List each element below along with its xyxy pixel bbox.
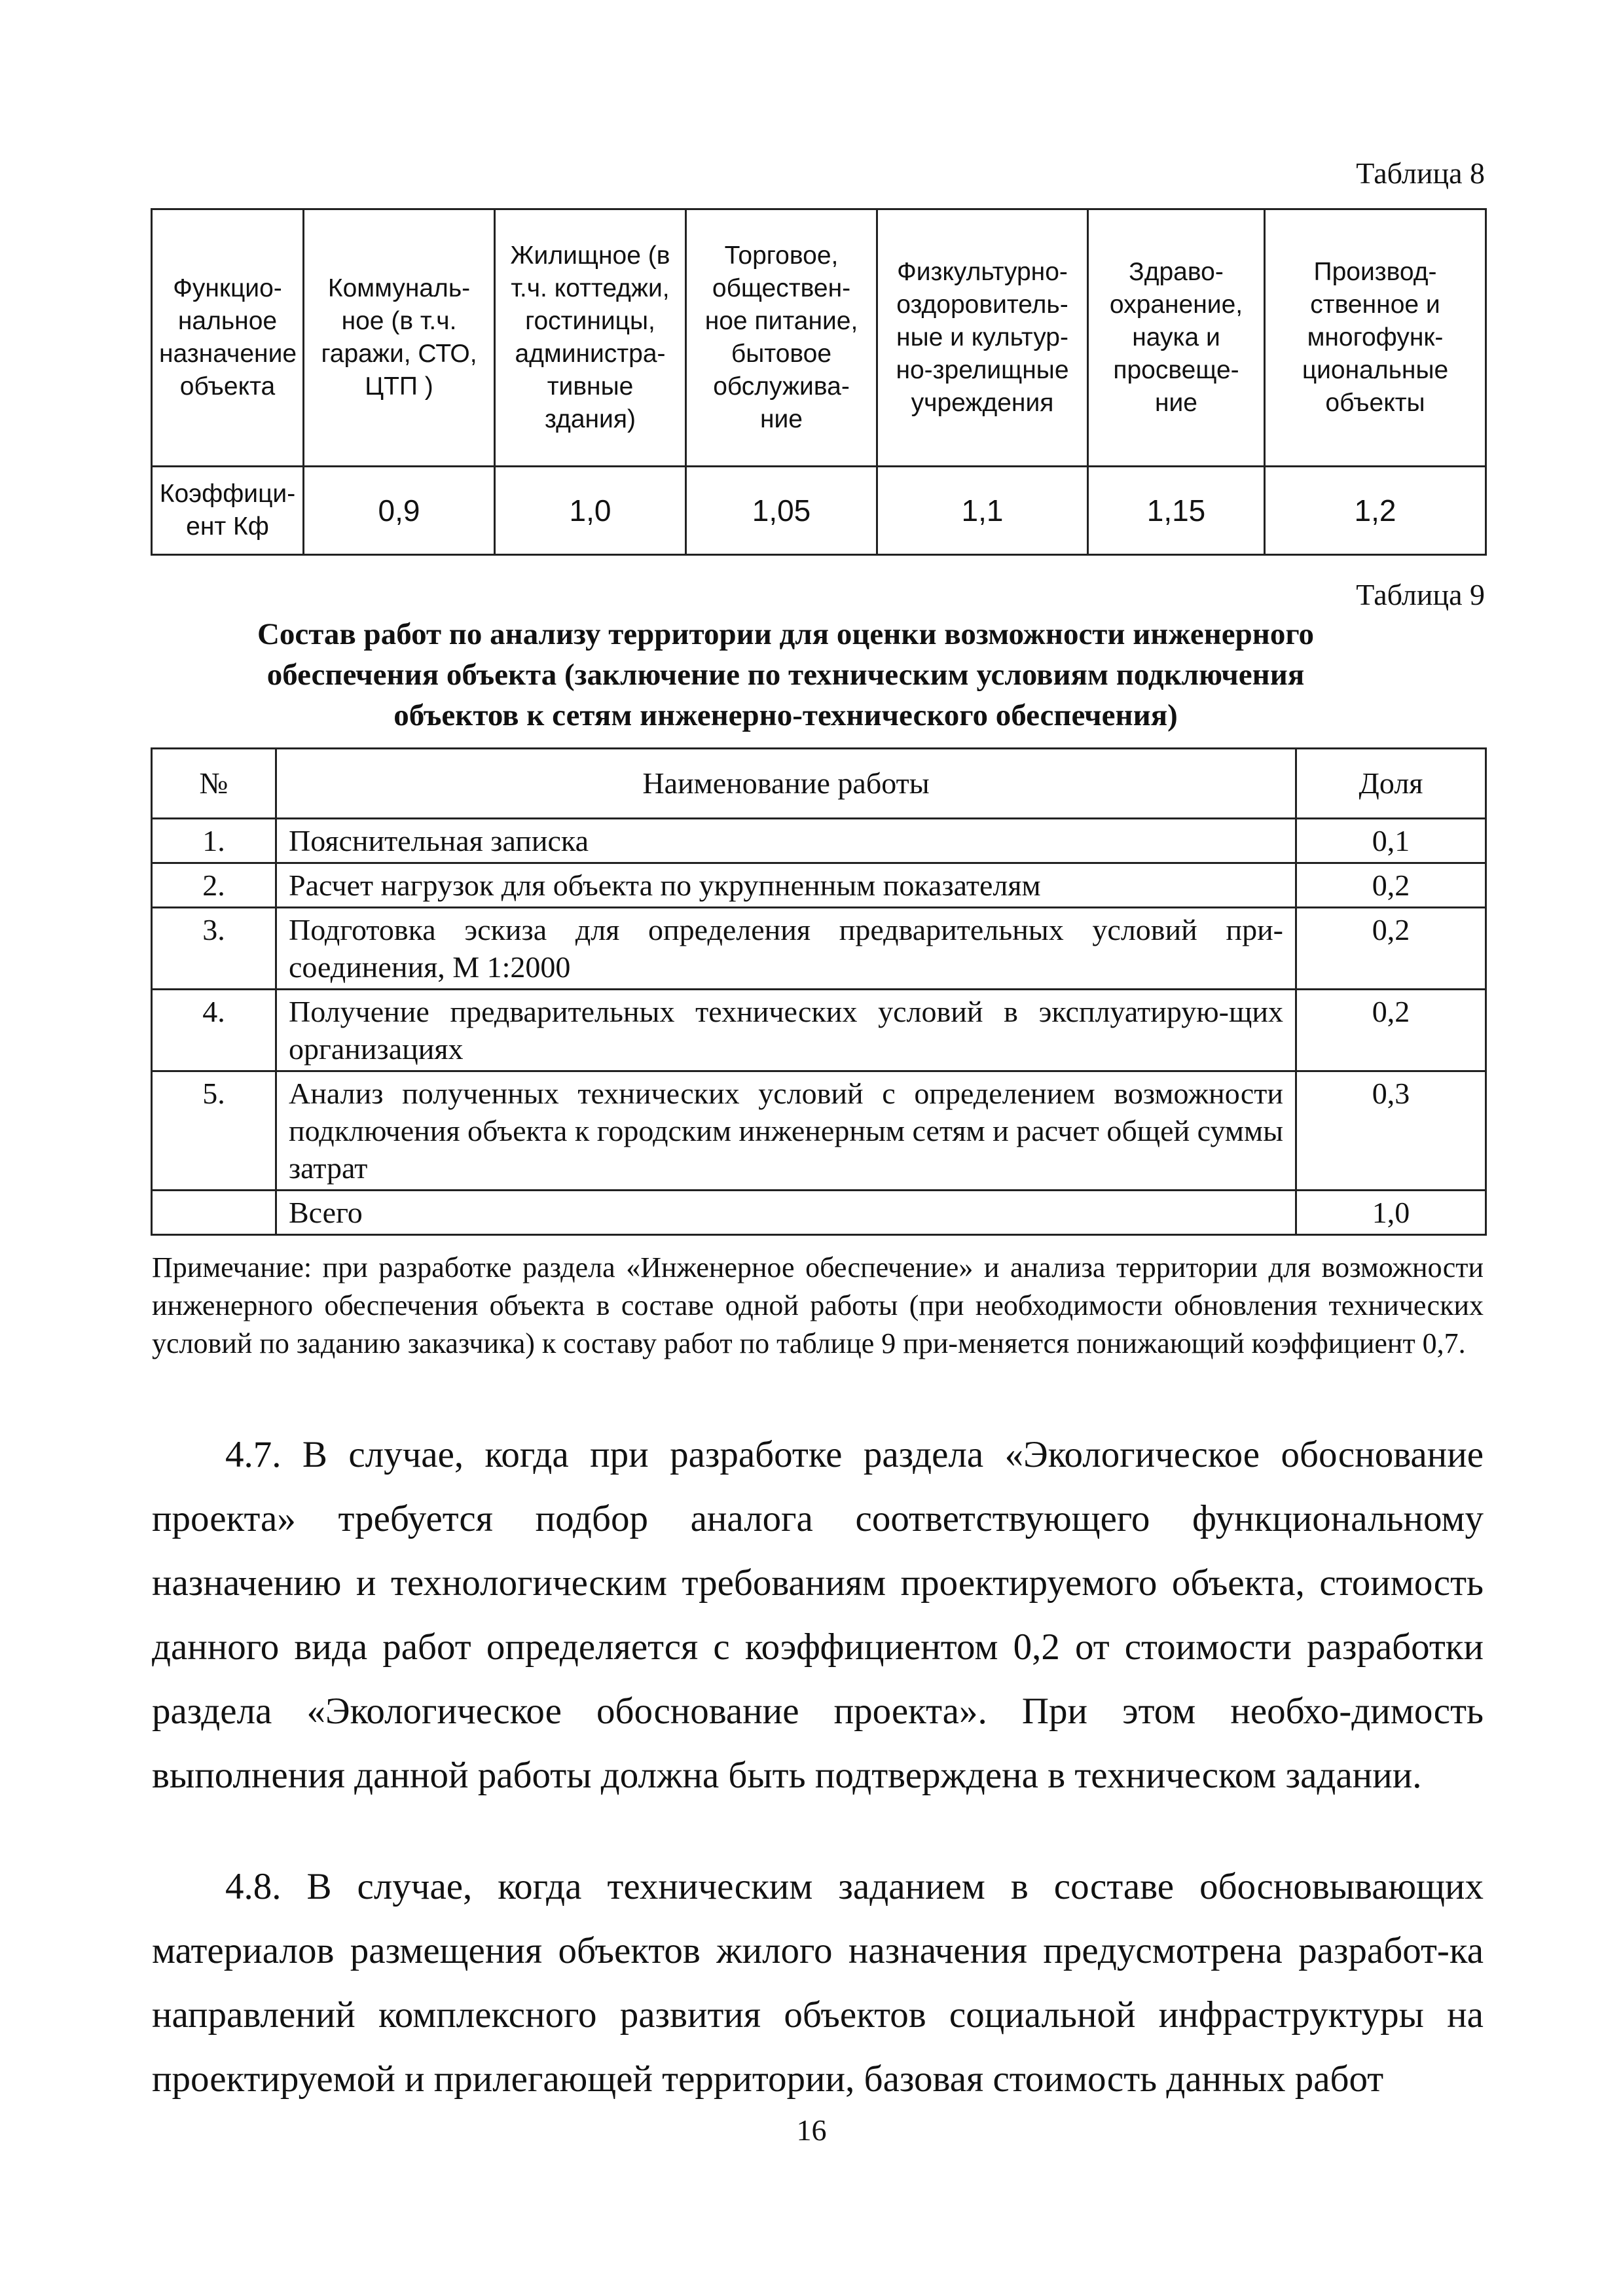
table-row <box>152 819 1486 863</box>
table-row <box>152 863 1486 908</box>
total-number <box>152 1191 276 1235</box>
table8-value-cell: 1,1 <box>877 467 1088 555</box>
paragraph-4-8: 4.8. В случае, когда техническим заданием в составе обосновывающих материалов размещения объектов жилого назначения предусмотрена разработ-ка направлений комплексного развития объектов социальной инфраструктуры на проектируемой и прилегающей территории, базовая стоимость данных работ <box>152 1866 1484 2100</box>
row-work-name: Пояснительная записка <box>276 819 1296 863</box>
paragraph-4-7: 4.7. В случае, когда при разработке раздела «Экологическое обоснование проекта» требуется подбор аналога соответствующего функциональному назначению и технологическим требованиям проектируемого объекта, стоимость данного вида работ определяется с коэффициентом 0,2 от стоимости разработки раздела «Экологическое обоснование проекта». При этом необхо-димость выполнения данной работы должна быть подтверждена в техническом задании. <box>152 1434 1484 1796</box>
total-share: 1,0 <box>1296 1191 1486 1235</box>
total-label: Всего <box>276 1191 1296 1235</box>
work-composition-table <box>151 747 1487 1236</box>
row-number: 3. <box>152 908 276 990</box>
table8-value-cell: 1,0 <box>495 467 686 555</box>
table8-header-cell: Коммуналь-ное (в т.ч. гаражи, СТО, ЦТП ) <box>304 209 495 467</box>
table8-row-label: Коэффици-ент Кф <box>152 467 304 555</box>
row-share: 0,3 <box>1296 1071 1486 1191</box>
row-share: 0,2 <box>1296 863 1486 908</box>
row-number: 1. <box>152 819 276 863</box>
row-work-name: Анализ полученных технических условий с определением возможности подключения объекта к городским инженерным сетям и расчет общей суммы затрат <box>276 1071 1296 1191</box>
table9-caption: Таблица 9 <box>1356 578 1485 611</box>
page-number: 16 <box>796 2113 827 2147</box>
table8-value-cell: 1,15 <box>1088 467 1265 555</box>
row-share: 0,2 <box>1296 990 1486 1071</box>
table-row <box>152 990 1486 1071</box>
table8-header-cell: Здраво-охранение, наука и просвеще-ние <box>1088 209 1265 467</box>
table9-header-row <box>152 749 1486 819</box>
table8-caption: Таблица 8 <box>1356 156 1485 190</box>
table9-header-share: Доля <box>1296 749 1486 819</box>
table9-header-num: № <box>152 749 276 819</box>
table8-header-cell: Физкультурно-оздоровитель-ные и культур-но-зрелищные учреждения <box>877 209 1088 467</box>
table8-header-cell: Торговое, обществен-ное питание, бытовое обслужива-ние <box>686 209 877 467</box>
row-work-name: Подготовка эскиза для определения предварительных условий при-соединения, М 1:2000 <box>276 908 1296 990</box>
row-work-name: Расчет нагрузок для объекта по укрупненным показателям <box>276 863 1296 908</box>
row-work-name: Получение предварительных технических условий в эксплуатирую-щих организациях <box>276 990 1296 1071</box>
coefficient-table <box>151 208 1487 556</box>
table8-header-cell: Функцио-нальное назначение объекта <box>152 209 304 467</box>
table-row <box>152 908 1486 990</box>
table9-title: Состав работ по анализу территории для оценки возможности инженерного обеспечения объекта (заключение по техническим условиям подключения объектов к сетям инженерно-технического обеспечения) <box>257 617 1315 733</box>
table8-value-cell: 1,05 <box>686 467 877 555</box>
row-number: 2. <box>152 863 276 908</box>
table-total-row <box>152 1191 1486 1235</box>
row-number: 5. <box>152 1071 276 1191</box>
row-share: 0,1 <box>1296 819 1486 863</box>
table8-header-cell: Производ-ственное и многофунк-циональные объекты <box>1265 209 1486 467</box>
table9-note: Примечание: при разработке раздела «Инженерное обеспечение» и анализа территории для возможности инженерного обеспечения объекта в составе одной работы (при необходимости обновления технических условий по заданию заказчика) к составу работ по таблице 9 при-меняется понижающий коэффициент 0,7. <box>152 1251 1484 1360</box>
table8-value-row <box>152 467 1486 555</box>
table8-value-cell: 1,2 <box>1265 467 1486 555</box>
table8-value-cell: 0,9 <box>304 467 495 555</box>
table-row <box>152 1071 1486 1191</box>
row-share: 0,2 <box>1296 908 1486 990</box>
row-number: 4. <box>152 990 276 1071</box>
table8-header-cell: Жилищное (в т.ч. коттеджи, гостиницы, администра-тивные здания) <box>495 209 686 467</box>
table8-header-row <box>152 209 1486 467</box>
table9-header-name: Наименование работы <box>276 749 1296 819</box>
